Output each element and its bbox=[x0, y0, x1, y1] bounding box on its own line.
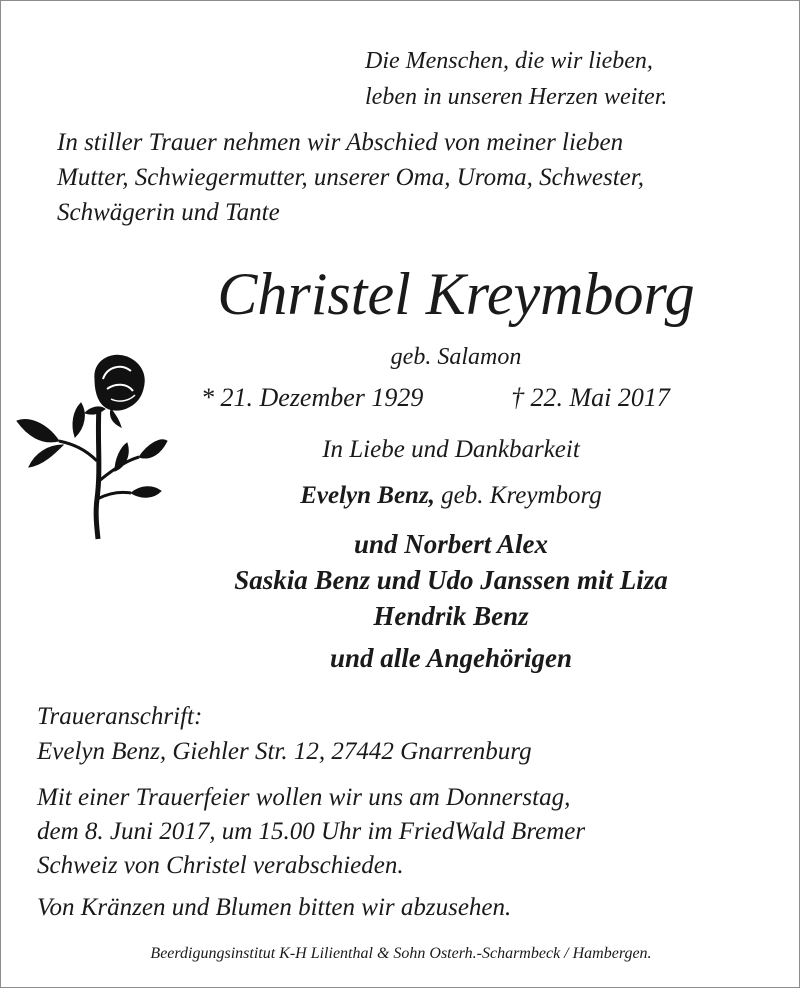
mourners-list bbox=[151, 526, 751, 676]
family-line-3: Saskia Benz und Udo Janssen mit Liza bbox=[234, 565, 668, 595]
flower-request: Von Kränzen und Blumen bitten wir abzusehen. bbox=[37, 894, 512, 921]
address-value: Evelyn Benz, Giehler Str. 12, 27442 Gnarrenburg bbox=[37, 738, 532, 765]
opening-quote bbox=[365, 43, 667, 115]
ceremony-line-3: Schweiz von Christel verabschieden. bbox=[37, 852, 404, 879]
dedication: In Liebe und Dankbarkeit bbox=[322, 436, 580, 463]
intro-line-3: Schwägerin und Tante bbox=[57, 199, 280, 226]
quote-line-2: leben in unseren Herzen weiter. bbox=[365, 84, 668, 110]
family-line-2: und Norbert Alex bbox=[353, 529, 549, 559]
rose-icon bbox=[15, 349, 171, 541]
address-label: Traueranschrift: bbox=[37, 703, 203, 730]
intro-line-1: In stiller Trauer nehmen wir Abschied von meiner lieben bbox=[57, 129, 624, 156]
death-date: † 22. Mai 2017 bbox=[511, 383, 670, 412]
ceremony-line-1: Mit einer Trauerfeier wollen wir uns am Donnerstag, bbox=[37, 784, 571, 811]
family-line-1 bbox=[161, 479, 741, 513]
ceremony-line-2: dem 8. Juni 2017, um 15.00 Uhr im FriedWald Bremer bbox=[37, 818, 586, 845]
family-first-maiden: geb. Kreymborg bbox=[434, 482, 602, 509]
birth-date: * 21. Dezember 1929 bbox=[201, 383, 424, 412]
quote-line-1: Die Menschen, die wir lieben, bbox=[365, 48, 653, 74]
maiden-name: geb. Salamon bbox=[390, 344, 522, 370]
family-first-name: Evelyn Benz, bbox=[300, 482, 435, 509]
deceased-name: Christel Kreymborg bbox=[217, 261, 695, 327]
intro-line-2: Mutter, Schwiegermutter, unserer Oma, Uroma, Schwester, bbox=[57, 164, 644, 191]
undertaker-credit: Beerdigungsinstitut K-H Lilienthal & Sohn Osterh.-Scharmbeck / Hambergen. bbox=[150, 945, 652, 962]
mourning-address bbox=[37, 699, 532, 769]
family-line-4: Hendrik Benz bbox=[373, 601, 529, 631]
ceremony-info bbox=[37, 781, 585, 883]
family-line-5: und alle Angehörigen bbox=[329, 643, 573, 673]
intro-text bbox=[57, 125, 644, 230]
